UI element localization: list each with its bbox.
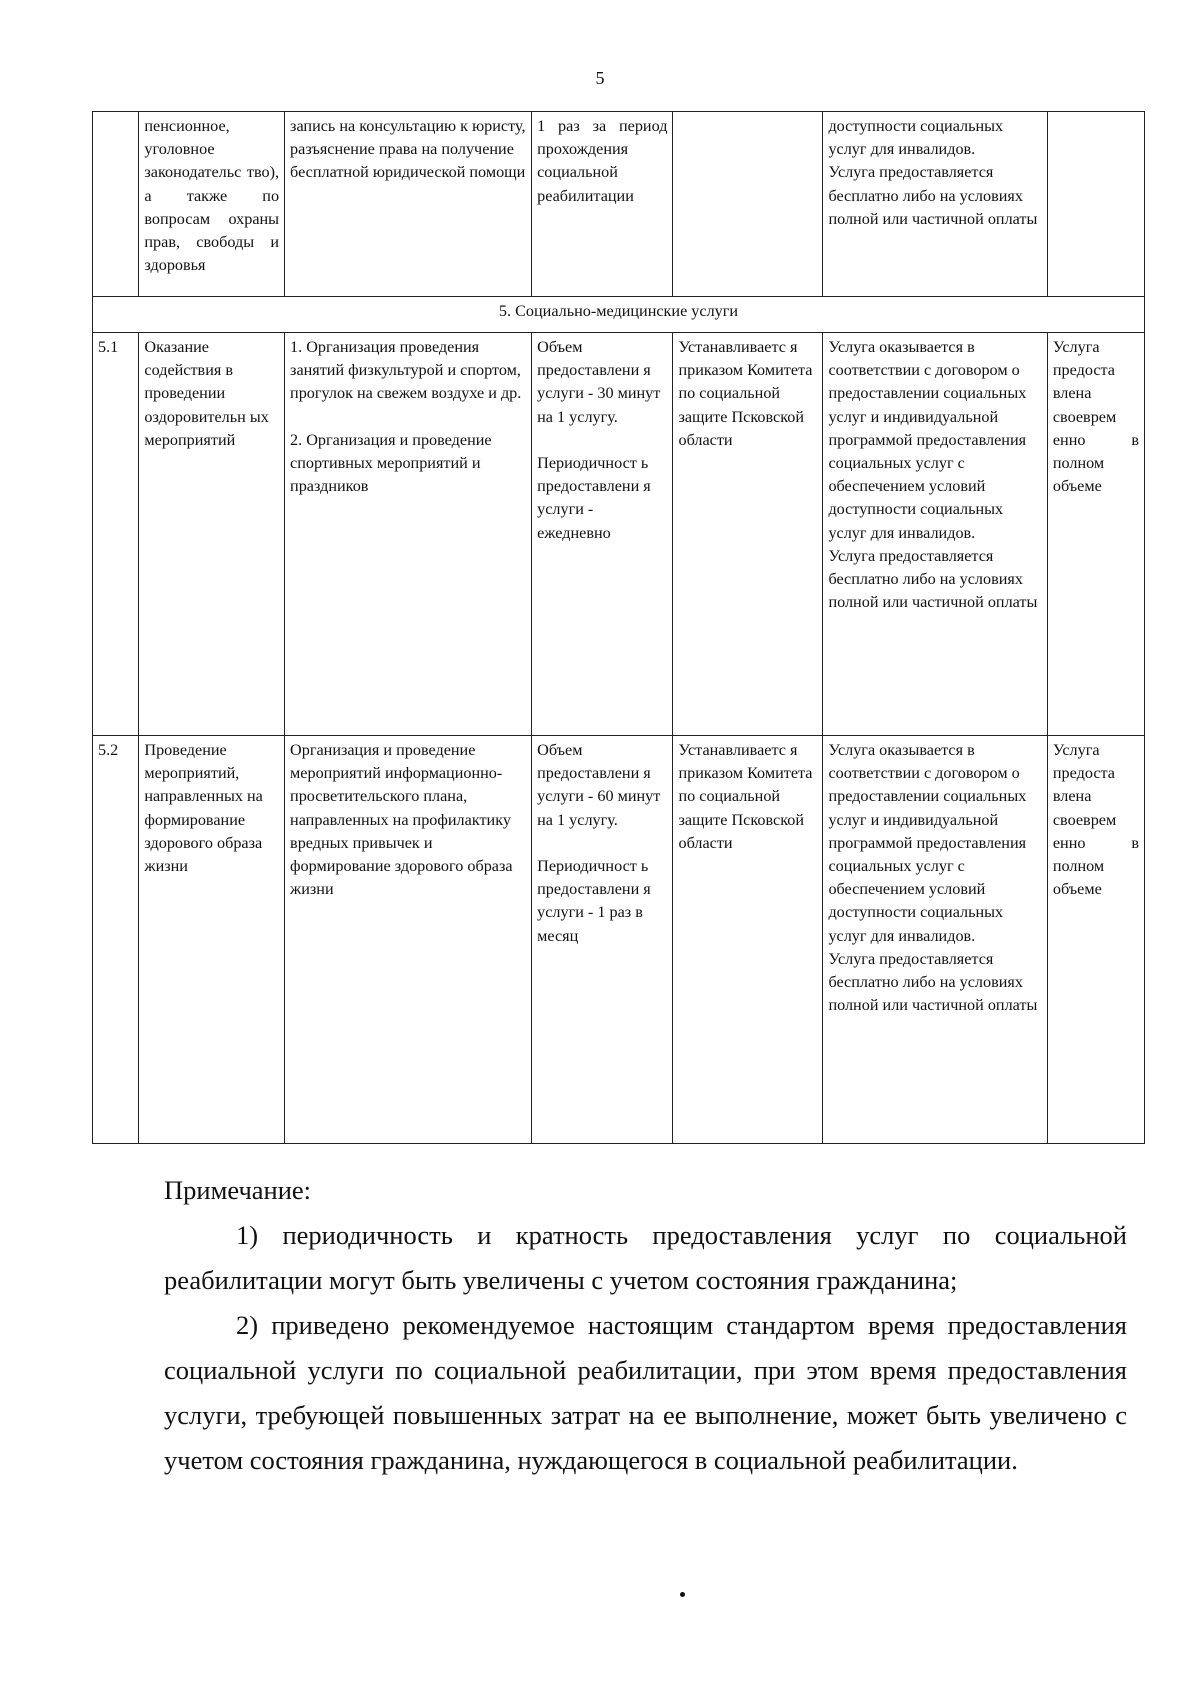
cell-name: Оказание содействия в проведении оздоровительн ых мероприятий — [139, 333, 285, 736]
cell-conditions: доступности социальных услуг для инвалидов. Услуга предоставляется бесплатно либо на условиях полной или частичной оплаты — [823, 112, 1047, 297]
notes-section — [164, 1168, 1127, 1483]
section-header-row — [93, 297, 1145, 333]
cell-result: Услуга предоста влена своеврем енно в полном объеме — [1047, 736, 1144, 1144]
cell-tariff: Устанавливаетс я приказом Комитета по социальной защите Псковской области — [673, 333, 823, 736]
services-table — [92, 111, 1145, 1144]
cell-content: запись на консультацию к юристу, разъяснение права на получение бесплатной юридической помощи — [285, 112, 532, 297]
notes-title: Примечание: — [164, 1175, 312, 1205]
cell-name: пенсионное, уголовное законодательс тво), а также по вопросам охраны прав, свободы и здоровья — [139, 112, 285, 297]
table-row-continuation — [93, 112, 1145, 297]
note-item-2: 2) приведено рекомендуемое настоящим стандартом время предоставления социальной услуги по социальной реабилитации, при этом время предоставления услуги, требующей повышенных затрат на ее выполнение, может быть увеличено с учетом состояния гражданина, нуждающегося в социальной реабилитации. — [164, 1310, 1127, 1475]
cell-volume: Объем предоставлени я услуги - 60 минут на 1 услугу. Периодичност ь предоставлени я услуги - 1 раз в месяц — [532, 736, 673, 1144]
cell-result: Услуга предоста влена своеврем енно в полном объеме — [1047, 333, 1144, 736]
cell-content: 1. Организация проведения занятий физкультурой и спортом, прогулок на свежем воздухе и др. 2. Организация и проведение спортивных мероприятий и праздников — [285, 333, 532, 736]
cell-name: Проведение мероприятий, направленных на формирование здорового образа жизни — [139, 736, 285, 1144]
cell-volume: Объем предоставлени я услуги - 30 минут на 1 услугу. Периодичност ь предоставлени я услуги - ежедневно — [532, 333, 673, 736]
cell-tariff — [673, 112, 823, 297]
page-dot-mark — [680, 1592, 685, 1597]
cell-result — [1047, 112, 1144, 297]
cell-num — [93, 112, 139, 297]
section-title: 5. Социально-медицинские услуги — [93, 297, 1145, 333]
cell-conditions: Услуга оказывается в соответствии с договором о предоставлении социальных услуг и индивидуальной программой предоставления социальных услуг с обеспечением условий доступности социальных услуг для инвалидов. Услуга предоставляется бесплатно либо на условиях полной или частичной оплаты — [823, 736, 1047, 1144]
note-item-1: 1) периодичность и кратность предоставления услуг по социальной реабилитации могут быть увеличены с учетом состояния гражданина; — [164, 1220, 1127, 1295]
cell-volume: 1 раз за период прохождения социальной реабилитации — [532, 112, 673, 297]
table-row — [93, 333, 1145, 736]
cell-num: 5.1 — [93, 333, 139, 736]
table-row — [93, 736, 1145, 1144]
page-number: 5 — [595, 68, 605, 88]
cell-content: Организация и проведение мероприятий информационно-просветительского плана, направленных на профилактику вредных привычек и формирование здорового образа жизни — [285, 736, 532, 1144]
cell-tariff: Устанавливаетс я приказом Комитета по социальной защите Псковской области — [673, 736, 823, 1144]
cell-conditions: Услуга оказывается в соответствии с договором о предоставлении социальных услуг и индивидуальной программой предоставления социальных услуг с обеспечением условий доступности социальных услуг для инвалидов. Услуга предоставляется бесплатно либо на условиях полной или частичной оплаты — [823, 333, 1047, 736]
cell-num: 5.2 — [93, 736, 139, 1144]
